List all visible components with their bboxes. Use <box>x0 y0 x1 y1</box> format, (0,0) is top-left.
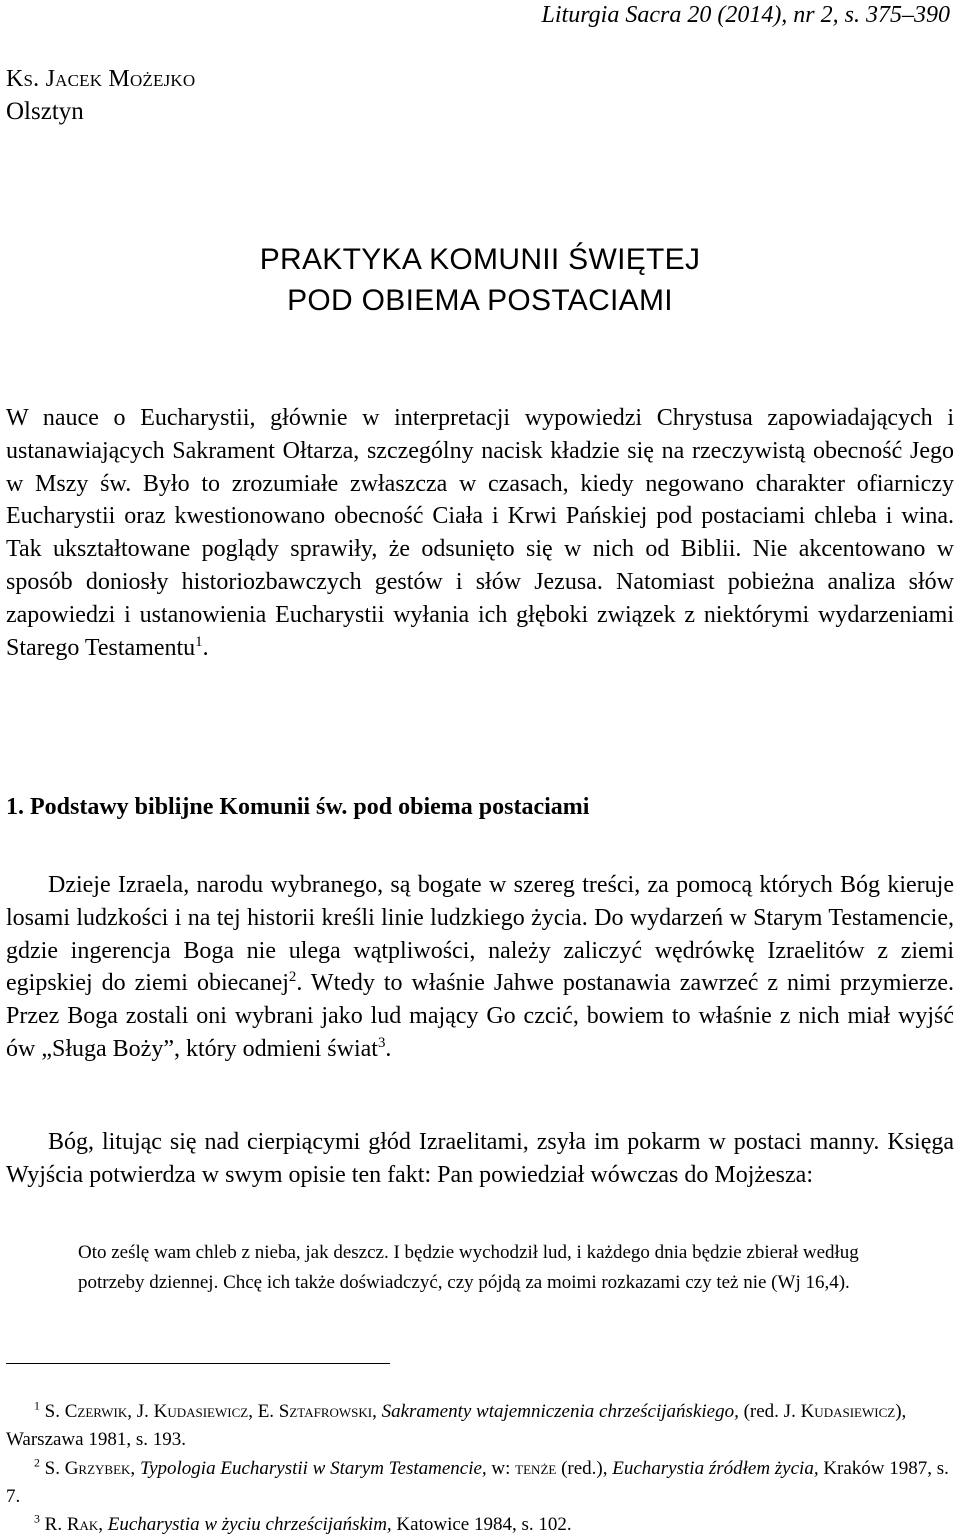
footnote-1-authors: S. Czerwik, J. Kudasiewicz, E. Sztafrowski, <box>44 1401 377 1422</box>
footnote-3-rest: Katowice 1984, s. 102. <box>396 1514 572 1535</box>
footnote-ref-1[interactable]: 1 <box>195 633 203 650</box>
footnote-2-tenze: tenże <box>515 1458 557 1479</box>
section-heading: 1. Podstawy biblijne Komunii św. pod obiema postaciami <box>6 794 590 820</box>
footnote-1-rest-b: ), Warszawa 1981, s. 193. <box>6 1401 907 1450</box>
footnote-separator <box>6 1363 390 1364</box>
intro-end: . <box>202 634 209 661</box>
footnote-1 <box>6 1398 954 1454</box>
footnote-2-title: Typologia Eucharystii w Starym Testamencie, <box>139 1458 487 1479</box>
paper-title-line-2: POD OBIEMA POSTACIAMI <box>287 284 673 317</box>
footnote-ref-3[interactable]: 3 <box>377 1034 386 1051</box>
footnote-1-title: Sakramenty wtajemniczenia chrześcijańskiego, <box>381 1401 739 1422</box>
journal-citation: Liturgia Sacra 20 (2014), nr 2, s. 375–390 <box>541 2 950 28</box>
footnote-2 <box>6 1455 954 1511</box>
p1-text-b: . Wtedy to właśnie Jahwe postanawia zawrzeć z nimi przymierze. Przez Boga zostali oni wybrani jako lud mający Go czcić, bowiem to właśnie z nich miał wyjść ów „Sługa Boży”, który odmieni świat <box>6 970 954 1062</box>
author-name: Ks. Jacek Możejko <box>6 66 196 92</box>
footnote-1-rest-a: (red. J. <box>743 1401 796 1422</box>
footnote-2-rest: Kraków 1987, s. 7. <box>6 1458 949 1507</box>
footnote-3 <box>6 1511 954 1539</box>
footnote-1-number: 1 <box>34 1399 40 1413</box>
footnote-2-number: 2 <box>34 1456 40 1470</box>
footnote-2-mid-b: (red.), <box>561 1458 608 1479</box>
footnote-1-editor: Kudasiewicz <box>800 1401 896 1422</box>
body-paragraph-2: Bóg, litując się nad cierpiącymi głód Izraelitami, zsyła im pokarm w postaci manny. Księga Wyjścia potwierdza w swym opisie ten fakt: Pan powiedział wówczas do Mojżesza: <box>6 1129 954 1188</box>
block-quote: Oto ześlę wam chleb z nieba, jak deszcz. I będzie wychodził lud, i każdego dnia będzie zbierał według potrzeby dziennej. Chcę ich także doświadczyć, czy pójdą za moimi rozkazami czy też nie (Wj 16,4). <box>78 1242 859 1293</box>
footnote-3-title: Eucharystia w życiu chrześcijańskim, <box>107 1514 392 1535</box>
footnote-2-title-2: Eucharystia źródłem życia, <box>612 1458 819 1479</box>
footnote-3-author: R. Rak, <box>44 1514 104 1535</box>
footnote-2-mid-a: w: <box>491 1458 511 1479</box>
footnote-3-number: 3 <box>34 1512 40 1526</box>
intro-paragraph <box>6 402 954 664</box>
p1-text-a: Dzieje Izraela, narodu wybranego, są bogate w szereg treści, za pomocą których Bóg kieruje losami ludzkości i na tej historii kreśli linie ludzkiego życia. Do wydarzeń w Starym Testamencie, gdzie ingerencja Boga nie ulega wątpliwości, należy zaliczyć wędrówkę Izraelitów z ziemi egipskiej do ziemi obiecanej <box>6 872 954 997</box>
footnote-ref-2[interactable]: 2 <box>288 969 297 986</box>
intro-text: W nauce o Eucharystii, głównie w interpretacji wypowiedzi Chrystusa zapowiadających i ustanawiających Sakrament Ołtarza, szczególny nacisk kładzie się na rzeczywistą obecność Jego w Mszy św. Było to zrozumiałe zwłaszcza w czasach, kiedy negowano charakter ofiarniczy Eucharystii oraz kwestionowano obecność Ciała i Krwi Pańskiej pod postaciami chleba i wina. Tak ukształtowane poglądy sprawiły, że odsunięto się w nich od Biblii. Nie akcentowano w sposób doniosły historiozbawczych gestów i słów Jezusa. Natomiast pobieżna analiza słów zapowiedzi i ustanowienia Eucharystii wyłania ich głęboki związek z niektórymi wydarzeniami Starego Testamentu <box>6 405 954 661</box>
body-paragraph-1 <box>6 869 954 1066</box>
paper-title-line-1: PRAKTYKA KOMUNII ŚWIĘTEJ <box>259 243 701 276</box>
footnote-2-author: S. Grzybek, <box>44 1458 136 1479</box>
p1-text-c: . <box>385 1035 392 1062</box>
author-city: Olsztyn <box>6 98 84 125</box>
